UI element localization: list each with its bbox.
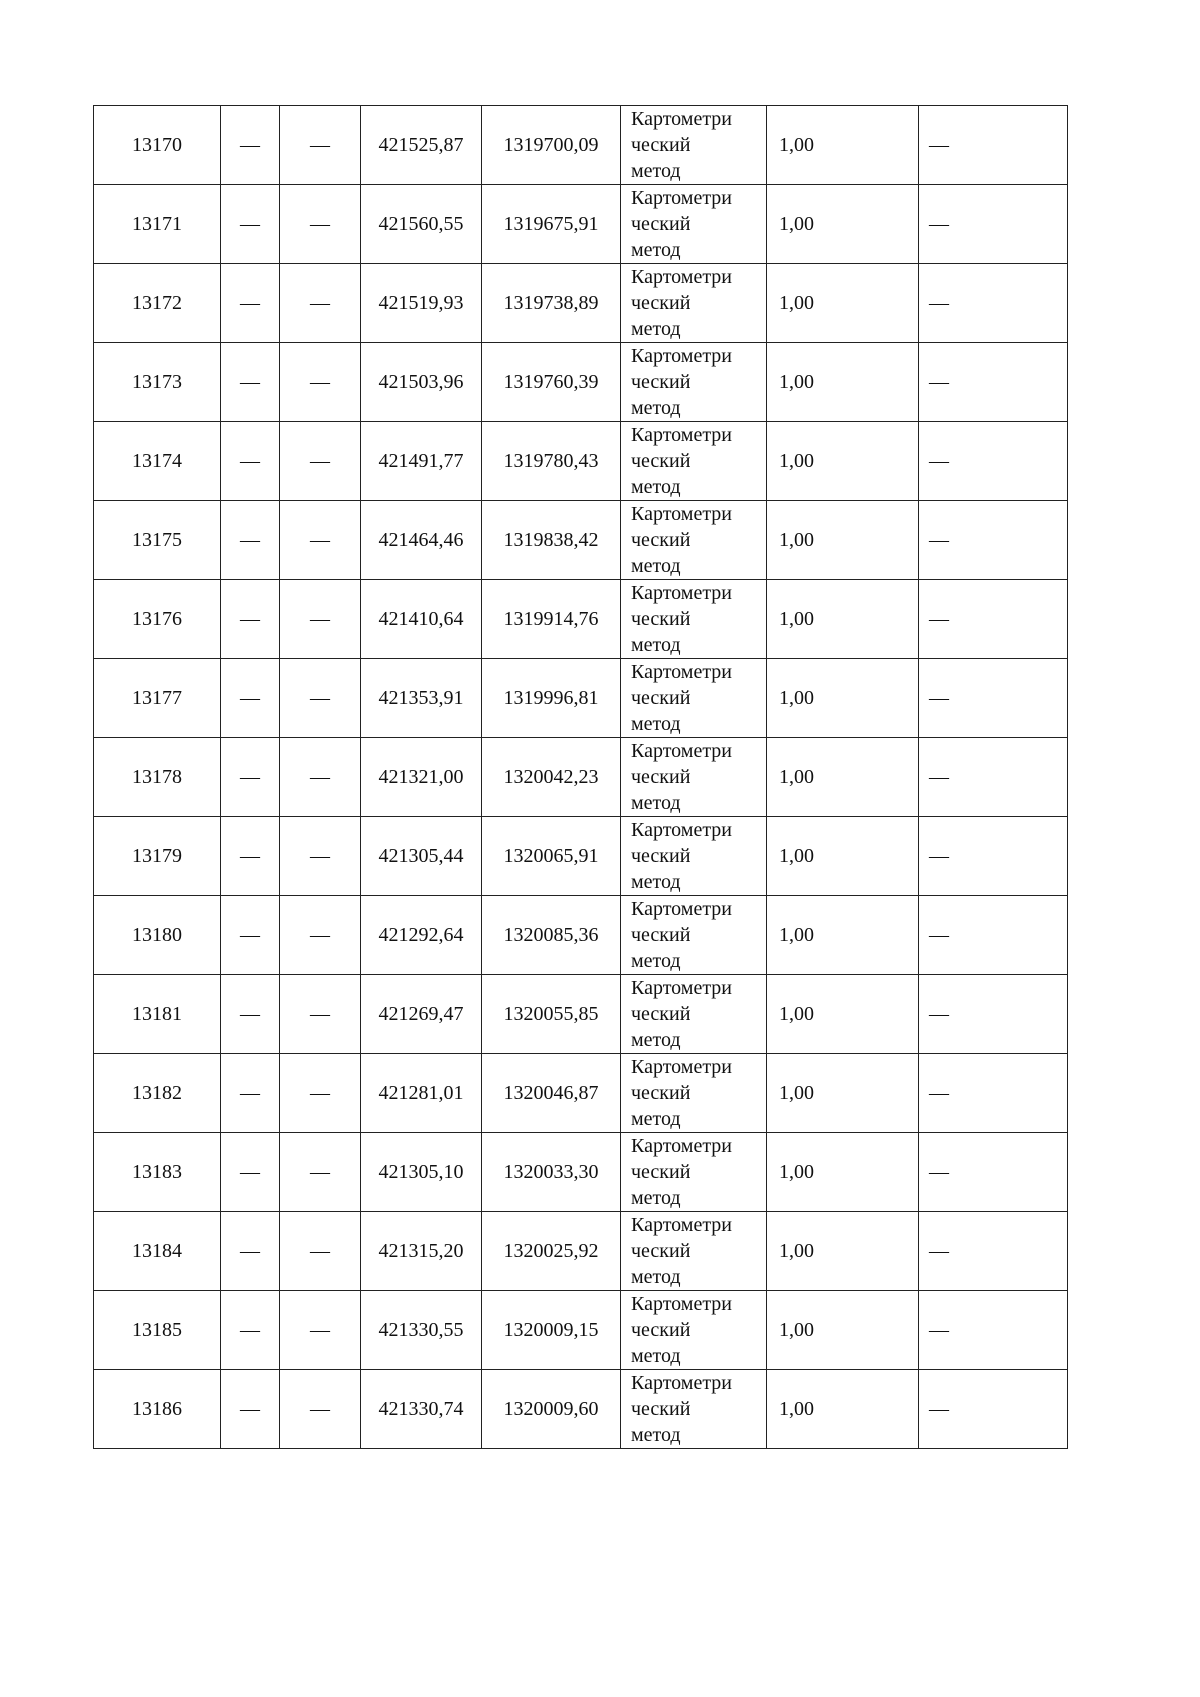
point-number-cell: 13175 xyxy=(94,501,221,580)
y-coordinate-cell: 1319838,42 xyxy=(482,501,621,580)
empty-coordinate-cell: — xyxy=(280,1133,361,1212)
empty-coordinate-cell: — xyxy=(221,1291,280,1370)
accuracy-cell: 1,00 xyxy=(767,1370,919,1449)
accuracy-cell: 1,00 xyxy=(767,1212,919,1291)
point-number-cell: 13177 xyxy=(94,659,221,738)
x-coordinate-cell: 421519,93 xyxy=(361,264,482,343)
method-text: Картометри ческий метод xyxy=(631,1214,733,1288)
method-cell xyxy=(621,1370,767,1449)
method-cell xyxy=(621,501,767,580)
point-number-cell: 13171 xyxy=(94,185,221,264)
y-coordinate-cell: 1320085,36 xyxy=(482,896,621,975)
empty-coordinate-cell: — xyxy=(221,1370,280,1449)
x-coordinate-cell: 421525,87 xyxy=(361,106,482,185)
point-number-cell: 13179 xyxy=(94,817,221,896)
point-number-cell: 13172 xyxy=(94,264,221,343)
y-coordinate-cell: 1320055,85 xyxy=(482,975,621,1054)
x-coordinate-cell: 421503,96 xyxy=(361,343,482,422)
empty-coordinate-cell: — xyxy=(221,1212,280,1291)
empty-coordinate-cell: — xyxy=(280,896,361,975)
method-text: Картометри ческий метод xyxy=(631,977,733,1051)
method-text: Картометри ческий метод xyxy=(631,345,733,419)
y-coordinate-cell: 1319780,43 xyxy=(482,422,621,501)
empty-coordinate-cell: — xyxy=(221,106,280,185)
accuracy-cell: 1,00 xyxy=(767,1054,919,1133)
empty-coordinate-cell: — xyxy=(280,1291,361,1370)
empty-coordinate-cell: — xyxy=(221,659,280,738)
accuracy-cell: 1,00 xyxy=(767,1291,919,1370)
empty-coordinate-cell: — xyxy=(221,975,280,1054)
x-coordinate-cell: 421315,20 xyxy=(361,1212,482,1291)
point-number-cell: 13174 xyxy=(94,422,221,501)
table-row xyxy=(94,1133,1068,1212)
method-text: Картометри ческий метод xyxy=(631,898,733,972)
method-text: Картометри ческий метод xyxy=(631,661,733,735)
x-coordinate-cell: 421305,44 xyxy=(361,817,482,896)
table-row xyxy=(94,975,1068,1054)
y-coordinate-cell: 1320025,92 xyxy=(482,1212,621,1291)
method-cell xyxy=(621,738,767,817)
y-coordinate-cell: 1319675,91 xyxy=(482,185,621,264)
x-coordinate-cell: 421281,01 xyxy=(361,1054,482,1133)
empty-coordinate-cell: — xyxy=(280,1370,361,1449)
accuracy-cell: 1,00 xyxy=(767,817,919,896)
method-cell xyxy=(621,106,767,185)
table-row xyxy=(94,659,1068,738)
method-cell xyxy=(621,817,767,896)
table-row xyxy=(94,580,1068,659)
table-row xyxy=(94,1370,1068,1449)
accuracy-cell: 1,00 xyxy=(767,422,919,501)
description-cell: — xyxy=(919,659,1068,738)
point-number-cell: 13181 xyxy=(94,975,221,1054)
x-coordinate-cell: 421269,47 xyxy=(361,975,482,1054)
description-cell: — xyxy=(919,1133,1068,1212)
y-coordinate-cell: 1319738,89 xyxy=(482,264,621,343)
y-coordinate-cell: 1319700,09 xyxy=(482,106,621,185)
accuracy-cell: 1,00 xyxy=(767,738,919,817)
table-row xyxy=(94,817,1068,896)
accuracy-cell: 1,00 xyxy=(767,343,919,422)
method-cell xyxy=(621,1133,767,1212)
empty-coordinate-cell: — xyxy=(280,659,361,738)
coordinates-table xyxy=(93,105,1068,1449)
empty-coordinate-cell: — xyxy=(280,264,361,343)
method-cell xyxy=(621,975,767,1054)
accuracy-cell: 1,00 xyxy=(767,975,919,1054)
table-body xyxy=(94,106,1068,1449)
description-cell: — xyxy=(919,501,1068,580)
empty-coordinate-cell: — xyxy=(221,1133,280,1212)
x-coordinate-cell: 421330,55 xyxy=(361,1291,482,1370)
empty-coordinate-cell: — xyxy=(280,1054,361,1133)
y-coordinate-cell: 1319760,39 xyxy=(482,343,621,422)
y-coordinate-cell: 1320033,30 xyxy=(482,1133,621,1212)
method-text: Картометри ческий метод xyxy=(631,108,733,182)
point-number-cell: 13186 xyxy=(94,1370,221,1449)
method-cell xyxy=(621,185,767,264)
point-number-cell: 13176 xyxy=(94,580,221,659)
method-cell xyxy=(621,422,767,501)
y-coordinate-cell: 1319914,76 xyxy=(482,580,621,659)
method-text: Картометри ческий метод xyxy=(631,266,733,340)
accuracy-cell: 1,00 xyxy=(767,185,919,264)
empty-coordinate-cell: — xyxy=(280,738,361,817)
description-cell: — xyxy=(919,106,1068,185)
empty-coordinate-cell: — xyxy=(221,1054,280,1133)
x-coordinate-cell: 421410,64 xyxy=(361,580,482,659)
empty-coordinate-cell: — xyxy=(280,343,361,422)
table-row xyxy=(94,1212,1068,1291)
point-number-cell: 13178 xyxy=(94,738,221,817)
method-cell xyxy=(621,896,767,975)
description-cell: — xyxy=(919,343,1068,422)
empty-coordinate-cell: — xyxy=(280,817,361,896)
point-number-cell: 13173 xyxy=(94,343,221,422)
method-text: Картометри ческий метод xyxy=(631,503,733,577)
table-row xyxy=(94,343,1068,422)
x-coordinate-cell: 421464,46 xyxy=(361,501,482,580)
x-coordinate-cell: 421353,91 xyxy=(361,659,482,738)
accuracy-cell: 1,00 xyxy=(767,1133,919,1212)
description-cell: — xyxy=(919,1054,1068,1133)
empty-coordinate-cell: — xyxy=(280,501,361,580)
method-cell xyxy=(621,264,767,343)
empty-coordinate-cell: — xyxy=(221,264,280,343)
empty-coordinate-cell: — xyxy=(280,185,361,264)
table-row xyxy=(94,264,1068,343)
method-text: Картометри ческий метод xyxy=(631,1135,733,1209)
method-text: Картометри ческий метод xyxy=(631,424,733,498)
empty-coordinate-cell: — xyxy=(280,106,361,185)
method-cell xyxy=(621,1212,767,1291)
point-number-cell: 13183 xyxy=(94,1133,221,1212)
point-number-cell: 13180 xyxy=(94,896,221,975)
description-cell: — xyxy=(919,896,1068,975)
method-cell xyxy=(621,343,767,422)
y-coordinate-cell: 1320009,60 xyxy=(482,1370,621,1449)
empty-coordinate-cell: — xyxy=(221,185,280,264)
method-cell xyxy=(621,580,767,659)
empty-coordinate-cell: — xyxy=(221,817,280,896)
description-cell: — xyxy=(919,738,1068,817)
y-coordinate-cell: 1320042,23 xyxy=(482,738,621,817)
method-cell xyxy=(621,659,767,738)
method-text: Картометри ческий метод xyxy=(631,187,733,261)
accuracy-cell: 1,00 xyxy=(767,501,919,580)
accuracy-cell: 1,00 xyxy=(767,106,919,185)
y-coordinate-cell: 1319996,81 xyxy=(482,659,621,738)
table-row xyxy=(94,896,1068,975)
method-text: Картометри ческий метод xyxy=(631,819,733,893)
table-row xyxy=(94,106,1068,185)
point-number-cell: 13184 xyxy=(94,1212,221,1291)
empty-coordinate-cell: — xyxy=(280,580,361,659)
table-row xyxy=(94,185,1068,264)
x-coordinate-cell: 421292,64 xyxy=(361,896,482,975)
empty-coordinate-cell: — xyxy=(221,343,280,422)
x-coordinate-cell: 421560,55 xyxy=(361,185,482,264)
empty-coordinate-cell: — xyxy=(221,422,280,501)
method-text: Картометри ческий метод xyxy=(631,1293,733,1367)
method-text: Картометри ческий метод xyxy=(631,1056,733,1130)
description-cell: — xyxy=(919,264,1068,343)
empty-coordinate-cell: — xyxy=(280,1212,361,1291)
description-cell: — xyxy=(919,422,1068,501)
description-cell: — xyxy=(919,1212,1068,1291)
accuracy-cell: 1,00 xyxy=(767,264,919,343)
accuracy-cell: 1,00 xyxy=(767,896,919,975)
method-cell xyxy=(621,1291,767,1370)
empty-coordinate-cell: — xyxy=(221,738,280,817)
point-number-cell: 13182 xyxy=(94,1054,221,1133)
empty-coordinate-cell: — xyxy=(221,501,280,580)
x-coordinate-cell: 421321,00 xyxy=(361,738,482,817)
method-text: Картометри ческий метод xyxy=(631,740,733,814)
accuracy-cell: 1,00 xyxy=(767,659,919,738)
table-row xyxy=(94,1054,1068,1133)
table-row xyxy=(94,738,1068,817)
method-text: Картометри ческий метод xyxy=(631,1372,733,1446)
y-coordinate-cell: 1320046,87 xyxy=(482,1054,621,1133)
description-cell: — xyxy=(919,817,1068,896)
y-coordinate-cell: 1320009,15 xyxy=(482,1291,621,1370)
empty-coordinate-cell: — xyxy=(280,975,361,1054)
empty-coordinate-cell: — xyxy=(221,896,280,975)
point-number-cell: 13170 xyxy=(94,106,221,185)
table-row xyxy=(94,422,1068,501)
x-coordinate-cell: 421330,74 xyxy=(361,1370,482,1449)
description-cell: — xyxy=(919,185,1068,264)
point-number-cell: 13185 xyxy=(94,1291,221,1370)
empty-coordinate-cell: — xyxy=(280,422,361,501)
accuracy-cell: 1,00 xyxy=(767,580,919,659)
method-cell xyxy=(621,1054,767,1133)
description-cell: — xyxy=(919,580,1068,659)
table-row xyxy=(94,501,1068,580)
empty-coordinate-cell: — xyxy=(221,580,280,659)
description-cell: — xyxy=(919,975,1068,1054)
description-cell: — xyxy=(919,1370,1068,1449)
x-coordinate-cell: 421491,77 xyxy=(361,422,482,501)
x-coordinate-cell: 421305,10 xyxy=(361,1133,482,1212)
method-text: Картометри ческий метод xyxy=(631,582,733,656)
table-row xyxy=(94,1291,1068,1370)
y-coordinate-cell: 1320065,91 xyxy=(482,817,621,896)
description-cell: — xyxy=(919,1291,1068,1370)
